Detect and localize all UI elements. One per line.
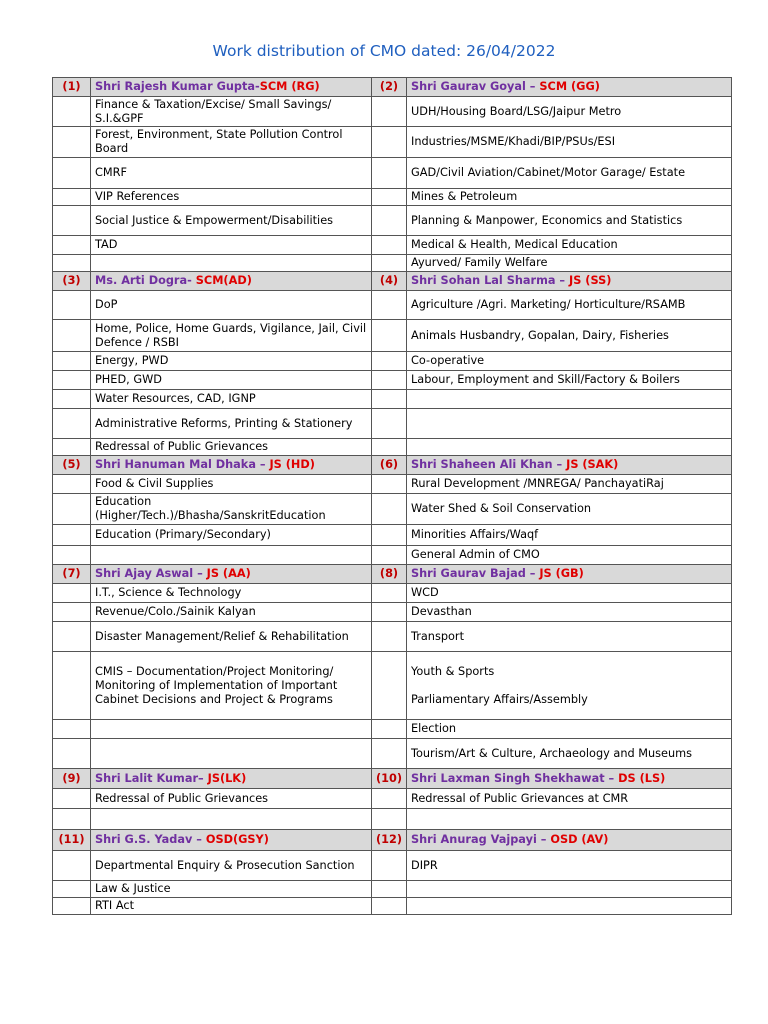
- subject-row: [53, 236, 732, 255]
- blank-cell: [53, 584, 91, 603]
- subject-left: CMRF: [91, 158, 372, 189]
- blank-cell: [372, 255, 407, 272]
- officer-number: (4): [372, 272, 407, 291]
- blank-cell: [53, 525, 91, 546]
- blank-cell: [53, 851, 91, 881]
- officer-heading: [91, 78, 372, 97]
- blank-cell: [53, 352, 91, 371]
- blank-cell: [372, 789, 407, 809]
- subject-row: [53, 851, 732, 881]
- officer-designation: JS (AA): [206, 567, 251, 580]
- subject-row: [53, 603, 732, 622]
- subject-right: Youth & Sports Parliamentary Affairs/Assembly: [407, 652, 732, 720]
- officer-number: (8): [372, 565, 407, 584]
- subject-left: Finance & Taxation/Excise/ Small Savings/ S.I.&GPF: [91, 97, 372, 127]
- subject-left: Energy, PWD: [91, 352, 372, 371]
- officer-name: Shri Gaurav Goyal –: [411, 80, 540, 93]
- blank-cell: [372, 652, 407, 720]
- blank-cell: [53, 494, 91, 525]
- section-header-row: [53, 78, 732, 97]
- blank-cell: [372, 622, 407, 652]
- blank-cell: [53, 291, 91, 320]
- subject-left: [91, 546, 372, 565]
- subject-row: [53, 720, 732, 739]
- subject-right: Co-operative: [407, 352, 732, 371]
- subject-right: [407, 809, 732, 830]
- subject-right: Medical & Health, Medical Education: [407, 236, 732, 255]
- blank-cell: [53, 236, 91, 255]
- officer-number: (11): [53, 830, 91, 851]
- subject-right: Water Shed & Soil Conservation: [407, 494, 732, 525]
- blank-cell: [53, 206, 91, 236]
- officer-designation: SCM (RG): [259, 80, 320, 93]
- blank-cell: [372, 127, 407, 158]
- subject-right: Mines & Petroleum: [407, 189, 732, 206]
- subject-row: [53, 97, 732, 127]
- officer-designation: JS (HD): [269, 458, 315, 471]
- subject-left: Redressal of Public Grievances: [91, 789, 372, 809]
- blank-cell: [372, 881, 407, 898]
- subject-right: Labour, Employment and Skill/Factory & Boilers: [407, 371, 732, 390]
- officer-name: Shri Gaurav Bajad –: [411, 567, 540, 580]
- blank-cell: [53, 622, 91, 652]
- officer-number: (5): [53, 456, 91, 475]
- subject-right: [407, 439, 732, 456]
- officer-name: Shri Ajay Aswal –: [95, 567, 207, 580]
- subject-row: [53, 546, 732, 565]
- blank-cell: [372, 584, 407, 603]
- subject-right: Devasthan: [407, 603, 732, 622]
- blank-cell: [372, 475, 407, 494]
- blank-cell: [372, 809, 407, 830]
- blank-cell: [53, 158, 91, 189]
- subject-row: [53, 652, 732, 720]
- officer-heading: [91, 456, 372, 475]
- section-header-row: [53, 456, 732, 475]
- subject-row: [53, 525, 732, 546]
- blank-cell: [53, 881, 91, 898]
- subject-left: VIP References: [91, 189, 372, 206]
- subject-left: [91, 739, 372, 769]
- officer-designation: JS (SS): [569, 274, 612, 287]
- subject-right: Election: [407, 720, 732, 739]
- officer-designation: SCM (GG): [539, 80, 600, 93]
- officer-designation: OSD(GSY): [205, 833, 269, 846]
- officer-name: Ms. Arti Dogra-: [95, 274, 196, 287]
- blank-cell: [53, 255, 91, 272]
- subject-row: [53, 898, 732, 915]
- subject-row: [53, 789, 732, 809]
- blank-cell: [372, 189, 407, 206]
- subject-row: [53, 320, 732, 352]
- officer-heading: [407, 769, 732, 789]
- section-header-row: [53, 565, 732, 584]
- blank-cell: [372, 525, 407, 546]
- blank-cell: [53, 189, 91, 206]
- blank-cell: [372, 739, 407, 769]
- blank-cell: [53, 371, 91, 390]
- officer-heading: [407, 565, 732, 584]
- officer-number: (1): [53, 78, 91, 97]
- subject-left: Redressal of Public Grievances: [91, 439, 372, 456]
- subject-left: Law & Justice: [91, 881, 372, 898]
- subject-right: UDH/Housing Board/LSG/Jaipur Metro: [407, 97, 732, 127]
- officer-designation: JS (SAK): [566, 458, 619, 471]
- subject-right: [407, 390, 732, 409]
- subject-row: [53, 158, 732, 189]
- subject-right: [407, 881, 732, 898]
- subject-left: TAD: [91, 236, 372, 255]
- subject-row: [53, 127, 732, 158]
- subject-left: Education (Higher/Tech.)/Bhasha/SanskritEducation: [91, 494, 372, 525]
- blank-cell: [372, 439, 407, 456]
- blank-cell: [372, 546, 407, 565]
- officer-number: (7): [53, 565, 91, 584]
- section-header-row: [53, 272, 732, 291]
- subject-right: Tourism/Art & Culture, Archaeology and Museums: [407, 739, 732, 769]
- subject-right: Industries/MSME/Khadi/BIP/PSUs/ESI: [407, 127, 732, 158]
- subject-right: Planning & Manpower, Economics and Statistics: [407, 206, 732, 236]
- subject-left: Departmental Enquiry & Prosecution Sanction: [91, 851, 372, 881]
- blank-cell: [372, 236, 407, 255]
- subject-left: Disaster Management/Relief & Rehabilitation: [91, 622, 372, 652]
- blank-cell: [372, 320, 407, 352]
- officer-name: Shri Anurag Vajpayi –: [411, 833, 551, 846]
- officer-heading: [407, 830, 732, 851]
- subject-left: [91, 720, 372, 739]
- subject-left: Food & Civil Supplies: [91, 475, 372, 494]
- blank-cell: [53, 127, 91, 158]
- subject-left: Water Resources, CAD, IGNP: [91, 390, 372, 409]
- subject-left: [91, 255, 372, 272]
- blank-cell: [53, 720, 91, 739]
- subject-right: General Admin of CMO: [407, 546, 732, 565]
- subject-left: Forest, Environment, State Pollution Control Board: [91, 127, 372, 158]
- officer-number: (6): [372, 456, 407, 475]
- blank-cell: [372, 603, 407, 622]
- officer-heading: [407, 272, 732, 291]
- subject-right: [407, 898, 732, 915]
- blank-cell: [372, 371, 407, 390]
- subject-left: Administrative Reforms, Printing & Stationery: [91, 409, 372, 439]
- blank-cell: [53, 898, 91, 915]
- officer-name: Shri Shaheen Ali Khan –: [411, 458, 567, 471]
- subject-right: Animals Husbandry, Gopalan, Dairy, Fisheries: [407, 320, 732, 352]
- subject-left: Social Justice & Empowerment/Disabilities: [91, 206, 372, 236]
- subject-row: [53, 494, 732, 525]
- subject-row: [53, 409, 732, 439]
- subject-row: [53, 881, 732, 898]
- blank-cell: [372, 409, 407, 439]
- officer-number: (12): [372, 830, 407, 851]
- blank-cell: [372, 898, 407, 915]
- blank-cell: [53, 809, 91, 830]
- officer-heading: [91, 830, 372, 851]
- blank-cell: [53, 475, 91, 494]
- blank-cell: [372, 720, 407, 739]
- blank-cell: [53, 603, 91, 622]
- subject-right: [407, 409, 732, 439]
- officer-number: (3): [53, 272, 91, 291]
- blank-cell: [53, 739, 91, 769]
- subject-row: [53, 439, 732, 456]
- subject-row: [53, 622, 732, 652]
- subject-right: Agriculture /Agri. Marketing/ Horticulture/RSAMB: [407, 291, 732, 320]
- blank-cell: [53, 546, 91, 565]
- blank-cell: [53, 439, 91, 456]
- officer-heading: [91, 565, 372, 584]
- officer-name: Shri Sohan Lal Sharma –: [411, 274, 570, 287]
- subject-row: [53, 739, 732, 769]
- section-header-row: [53, 830, 732, 851]
- subject-row: [53, 291, 732, 320]
- blank-cell: [372, 851, 407, 881]
- table-body: [53, 78, 732, 915]
- blank-cell: [53, 390, 91, 409]
- officer-name: Shri Hanuman Mal Dhaka –: [95, 458, 270, 471]
- officer-number: (10): [372, 769, 407, 789]
- officer-number: (2): [372, 78, 407, 97]
- subject-left: Education (Primary/Secondary): [91, 525, 372, 546]
- officer-name: Shri Laxman Singh Shekhawat –: [411, 771, 619, 785]
- officer-designation: SCM(AD): [195, 274, 252, 287]
- subject-left: Home, Police, Home Guards, Vigilance, Jail, Civil Defence / RSBI: [91, 320, 372, 352]
- blank-cell: [53, 97, 91, 127]
- section-header-row: [53, 769, 732, 789]
- officer-heading: [407, 456, 732, 475]
- blank-cell: [53, 652, 91, 720]
- work-distribution-table: [52, 77, 732, 915]
- officer-designation: JS (GB): [539, 567, 584, 580]
- subject-left: CMIS – Documentation/Project Monitoring/ Monitoring of Implementation of Important Cabinet Decisions and Project & Programs: [91, 652, 372, 720]
- blank-cell: [372, 97, 407, 127]
- blank-cell: [372, 206, 407, 236]
- subject-row: [53, 189, 732, 206]
- subject-row: [53, 390, 732, 409]
- officer-heading: [407, 78, 732, 97]
- subject-row: [53, 352, 732, 371]
- blank-cell: [53, 789, 91, 809]
- page-title: Work distribution of CMO dated: 26/04/2022: [212, 42, 556, 60]
- officer-designation: JS(LK): [207, 771, 247, 785]
- subject-right: Minorities Affairs/Waqf: [407, 525, 732, 546]
- blank-cell: [372, 390, 407, 409]
- blank-cell: [372, 158, 407, 189]
- subject-left: RTI Act: [91, 898, 372, 915]
- subject-right: DIPR: [407, 851, 732, 881]
- officer-name: Shri Rajesh Kumar Gupta-: [95, 80, 260, 93]
- officer-designation: DS (LS): [618, 771, 666, 785]
- officer-heading: [91, 769, 372, 789]
- subject-row: [53, 371, 732, 390]
- officer-number: (9): [53, 769, 91, 789]
- subject-left: I.T., Science & Technology: [91, 584, 372, 603]
- subject-left: DoP: [91, 291, 372, 320]
- subject-right: Redressal of Public Grievances at CMR: [407, 789, 732, 809]
- subject-right: Ayurved/ Family Welfare: [407, 255, 732, 272]
- subject-row: [53, 809, 732, 830]
- officer-name: Shri G.S. Yadav –: [95, 833, 206, 846]
- subject-row: [53, 255, 732, 272]
- blank-cell: [53, 320, 91, 352]
- subject-row: [53, 475, 732, 494]
- subject-left: PHED, GWD: [91, 371, 372, 390]
- subject-row: [53, 206, 732, 236]
- subject-row: [53, 584, 732, 603]
- subject-left: [91, 809, 372, 830]
- subject-right: GAD/Civil Aviation/Cabinet/Motor Garage/ Estate: [407, 158, 732, 189]
- subject-right: WCD: [407, 584, 732, 603]
- officer-designation: OSD (AV): [550, 833, 609, 846]
- subject-left: Revenue/Colo./Sainik Kalyan: [91, 603, 372, 622]
- blank-cell: [53, 409, 91, 439]
- officer-heading: [91, 272, 372, 291]
- blank-cell: [372, 494, 407, 525]
- blank-cell: [372, 352, 407, 371]
- officer-name: Shri Lalit Kumar–: [95, 771, 208, 785]
- blank-cell: [372, 291, 407, 320]
- subject-right: Transport: [407, 622, 732, 652]
- subject-right: Rural Development /MNREGA/ PanchayatiRaj: [407, 475, 732, 494]
